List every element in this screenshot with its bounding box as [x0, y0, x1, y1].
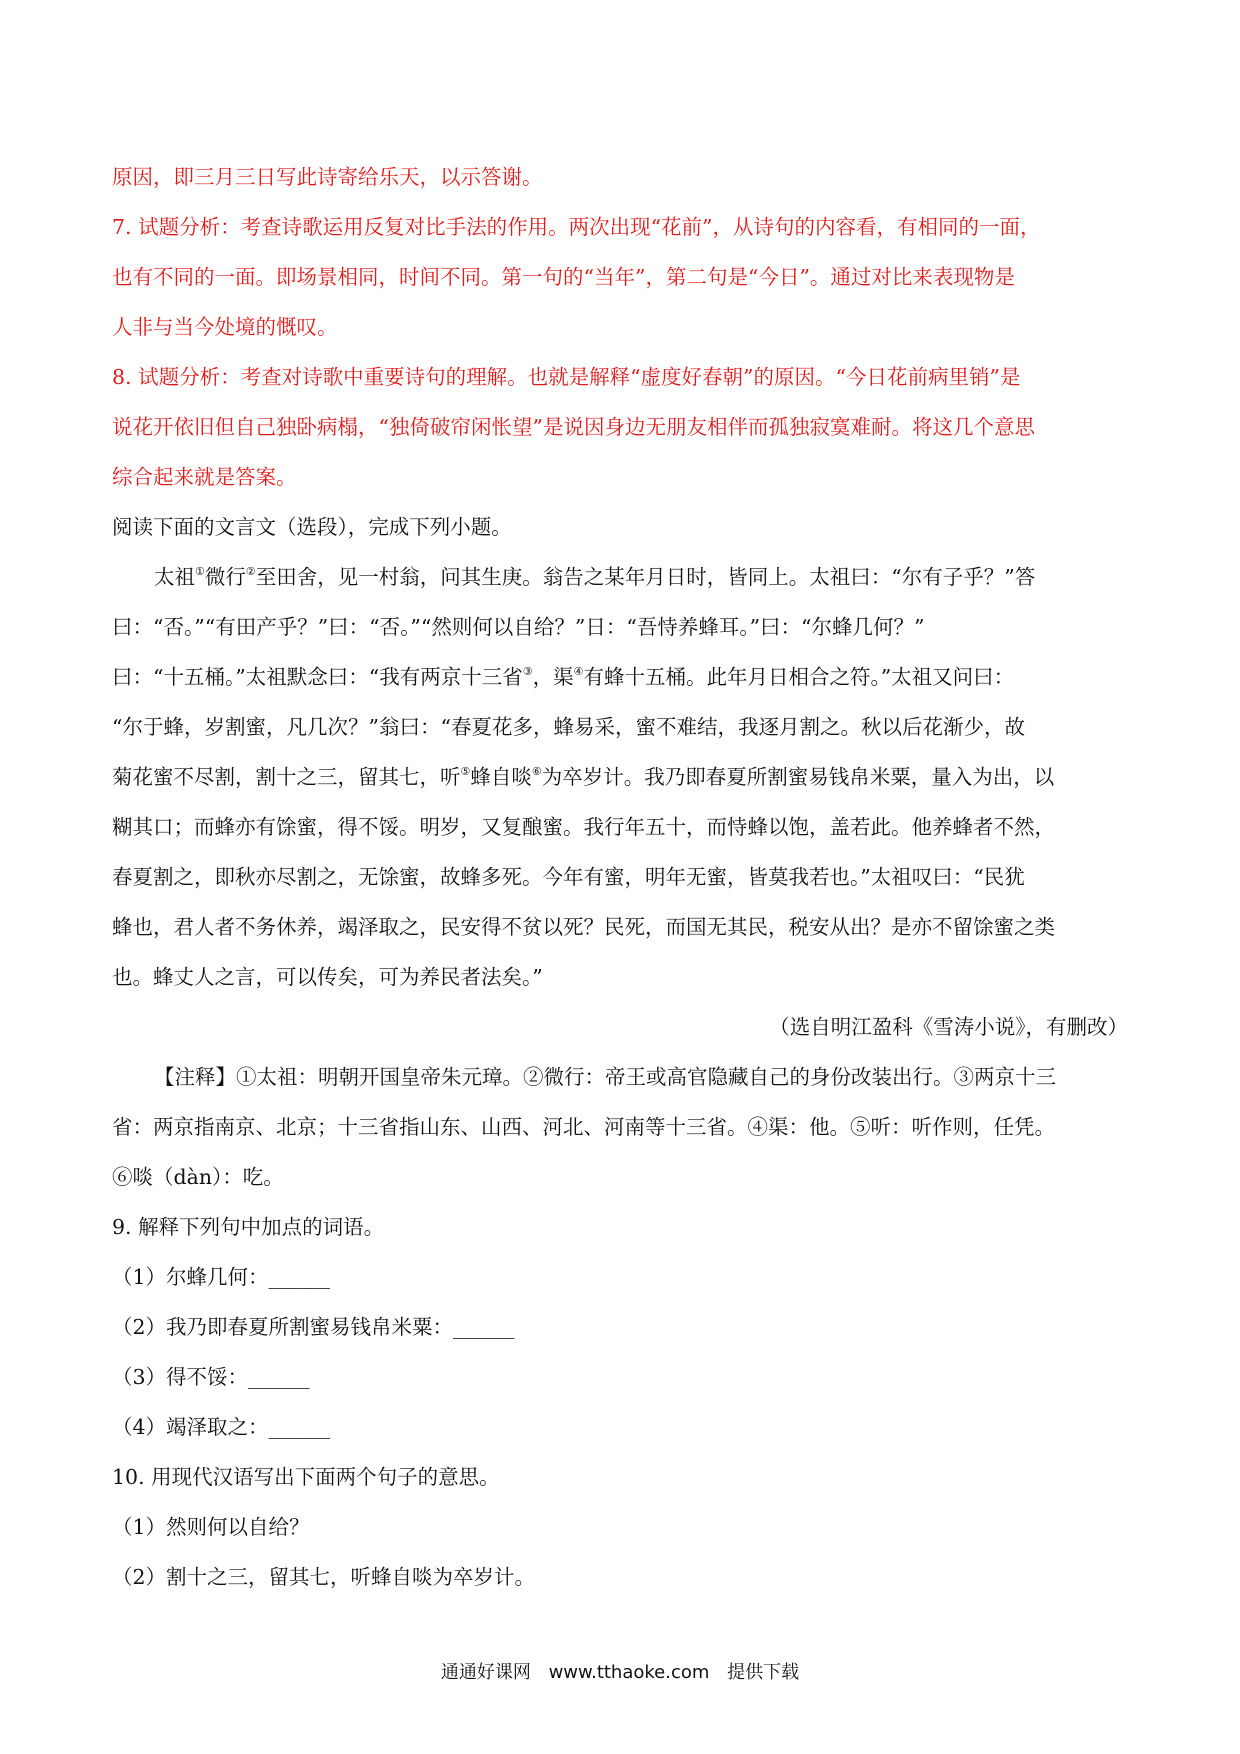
- passage-source: （选自明江盈科《雪涛小说》，有删改）: [769, 1015, 1128, 1039]
- question-9-item: （3）得不馁：______: [112, 1365, 310, 1389]
- passage-intro: 阅读下面的文言文（选段），完成下列小题。: [112, 515, 512, 539]
- passage-line: “尔于蜂，岁割蜜，凡几次？”翁曰：“春夏花多，蜂易采，蜜不难结，我逐月割之。秋以后花渐少，故: [112, 715, 1025, 739]
- notes-line: 省：两京指南京、北京；十三省指山东、山西、河北、河南等十三省。④渠：他。⑤听：听作则，任凭。: [112, 1115, 1055, 1139]
- question-9-item: （1）尔蜂几何：______: [112, 1265, 331, 1289]
- passage-line: 也。蜂丈人之言，可以传矣，可为养民者法矣。”: [112, 965, 543, 989]
- answer-6-tail: 原因，即三月三日写此诗寄给乐天，以示答谢。: [112, 165, 543, 189]
- question-9-title: 9. 解释下列句中加点的词语。: [112, 1215, 385, 1239]
- question-10-title: 10. 用现代汉语写出下面两个句子的意思。: [112, 1465, 500, 1489]
- footer-site-name: 通通好课网: [440, 1662, 531, 1683]
- passage-line: 曰：“否。”“有田产乎？”曰：“否。”“然则何以自给？”日：“吾恃养蜂耳。”曰：“尔蜂几何？”: [112, 615, 925, 639]
- answer-8-line: 综合起来就是答案。: [112, 465, 297, 489]
- answer-7-line: 人非与当今处境的慨叹。: [112, 315, 338, 339]
- passage-line: 春夏割之，即秋亦尽割之，无馀蜜，故蜂多死。今年有蜜，明年无蜜，皆莫我若也。”太祖叹曰：“民犹: [112, 865, 1025, 889]
- question-10-item: （2）割十之三，留其七，听蜂自啖为卒岁计。: [112, 1565, 536, 1589]
- footer-url[interactable]: www.tthaoke.com: [548, 1662, 710, 1683]
- question-9-item: （2）我乃即春夏所割蜜易钱帛米粟：______: [112, 1315, 515, 1339]
- notes-line: 【注释】①太祖：明朝开国皇帝朱元璋。②微行：帝王或高官隐藏自己的身份改装出行。③两京十三: [154, 1065, 1056, 1089]
- answer-8-line: 8. 试题分析：考查对诗歌中重要诗句的理解。也就是解释“虚度好春朝”的原因。“今日花前病里销”是: [112, 365, 1021, 389]
- notes-line: ⑥啖（dàn）：吃。: [112, 1165, 284, 1189]
- passage-line: 曰：“十五桶。”太祖默念曰：“我有两京十三省③，渠④有蜂十五桶。此年月日相合之符。”太祖又问曰：: [112, 665, 1015, 689]
- page-footer: [0, 1660, 1240, 1686]
- passage-line: 太祖①微行②至田舍，见一村翁，问其生庚。翁告之某年月日时，皆同上。太祖曰：“尔有子乎？”答: [154, 565, 1036, 589]
- document-content: [112, 152, 1128, 1602]
- passage-line: 蜂也，君人者不务休养，竭泽取之，民安得不贫以死？民死，而国无其民，税安从出？是亦不留馀蜜之类: [112, 915, 1055, 939]
- passage-line: 菊花蜜不尽割，割十之三，留其七，听⑤蜂自啖⑥为卒岁计。我乃即春夏所割蜜易钱帛米粟，量入为出，以: [112, 765, 1055, 789]
- footer-suffix: 提供下载: [727, 1662, 800, 1683]
- answer-7-line: 也有不同的一面。即场景相同，时间不同。第一句的“当年”，第二句是“今日”。通过对比来表现物是: [112, 265, 1015, 289]
- question-9-item: （4）竭泽取之：______: [112, 1415, 331, 1439]
- answer-7-line: 7. 试题分析：考查诗歌运用反复对比手法的作用。两次出现“花前”，从诗句的内容看，有相同的一面，: [112, 215, 1041, 239]
- passage-line: 糊其口；而蜂亦有馀蜜，得不馁。明岁，又复酿蜜。我行年五十，而恃蜂以饱，盖若此。他养蜂者不然，: [112, 815, 1055, 839]
- question-10-item: （1）然则何以自给？: [112, 1515, 310, 1539]
- answer-8-line: 说花开依旧但自己独卧病榻，“独倚破帘闲怅望”是说因身边无朋友相伴而孤独寂寞难耐。将这几个意思: [112, 415, 1035, 439]
